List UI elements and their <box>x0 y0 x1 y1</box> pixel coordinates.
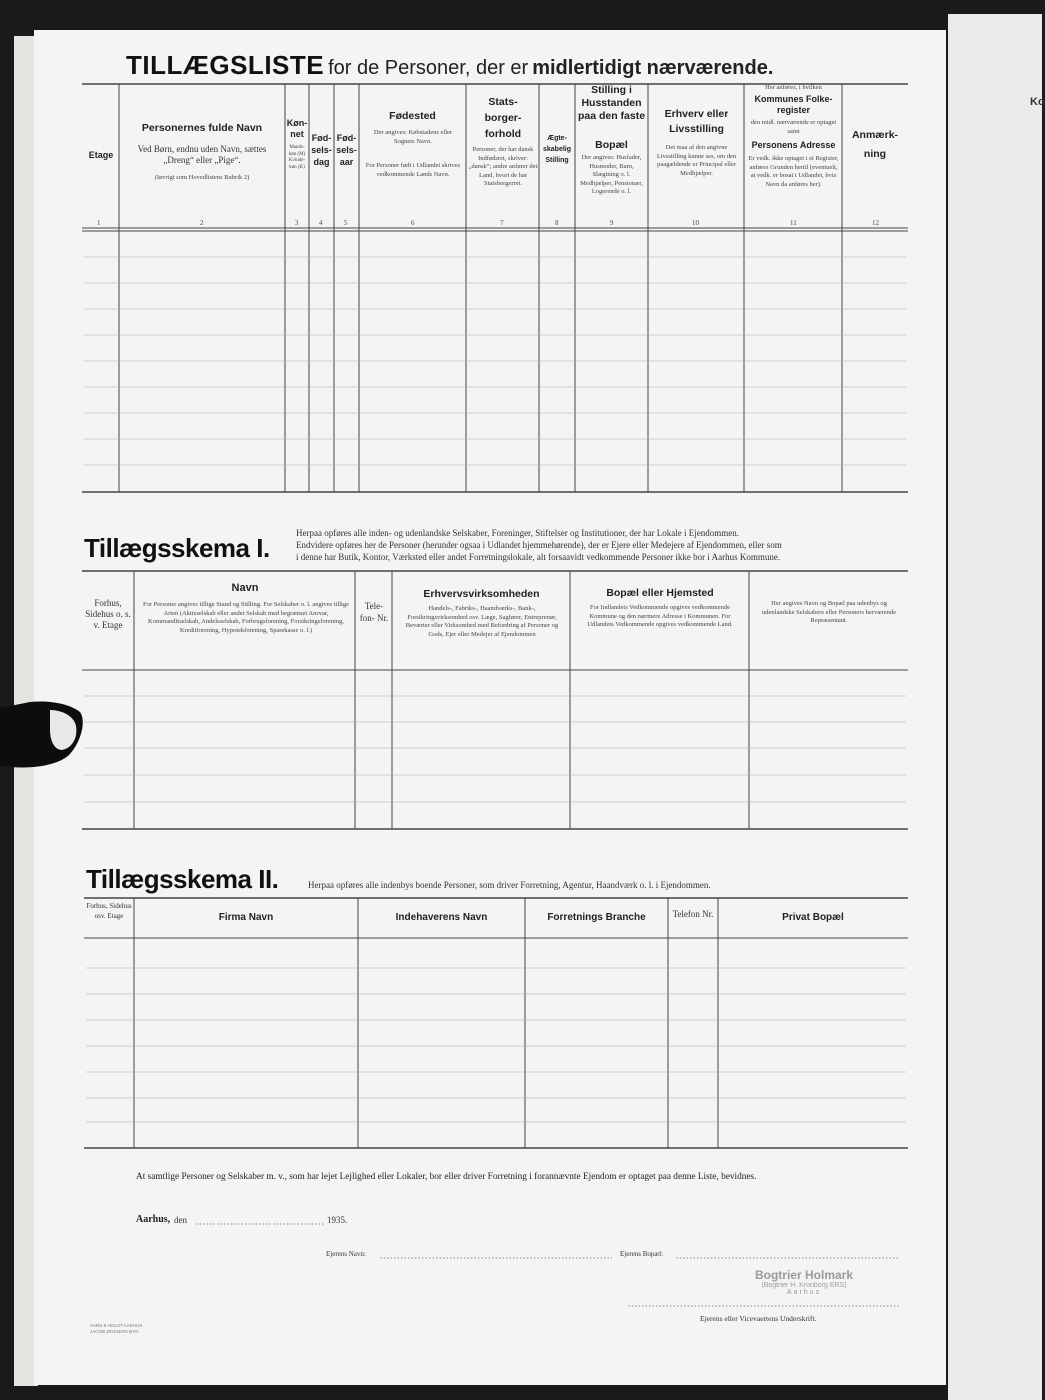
skema2-title: Tillægsskema II. <box>86 864 279 894</box>
printer-stamp <box>742 1268 866 1306</box>
col-register-address: Personens Adresse <box>751 140 836 150</box>
signature-label: Ejerens eller Vicevaertens Underskrift. <box>700 1314 817 1323</box>
col-number: 7 <box>500 219 504 227</box>
col-birthplace-note2: For Personer født i Udlandet skrives vedkommende Lands Navn. <box>365 162 461 178</box>
s2-col-firm: Firma Navn <box>218 912 274 923</box>
list-title-rest: for de Personer, der er <box>328 57 529 79</box>
col-marital: Ægte- skabelig Stilling <box>542 135 571 164</box>
col-occupation-note: Det maa af den angivne Livsstilling kunne ses, om den paagældende er Principal eller Medhjælper. <box>656 144 737 177</box>
col-number: 11 <box>790 219 797 227</box>
date-label: den <box>174 1215 187 1225</box>
year-label: 1935. <box>327 1215 348 1225</box>
s2-col-phone: Telefon Nr. <box>672 909 714 919</box>
s1-col-etage: Forhus, Sidehus o. s. v. Etage <box>85 598 131 630</box>
col-birthyear: Fød- sels- aar <box>336 133 357 167</box>
skema1-note-2: Endvidere opføres her de Personer (herunder ogsaa i Udlandet hjemmehørende), der er Ejere eller Medejere af Ejendommen, eller som <box>296 540 782 550</box>
s1-col-business: Erhvervsvirksomheden <box>423 588 540 600</box>
col-household-note: Der angives: Husfader, Husmoder, Barn, Slægtning o. l. Medhjælper, Pensionær, Logerende o. l. <box>580 154 643 195</box>
city-label: Aarhus, <box>136 1214 171 1225</box>
stamp-line-1: Bogtrier Holmark <box>754 1268 854 1282</box>
adjacent-page-text: Ko <box>1030 96 1045 108</box>
col-number: 3 <box>295 219 299 227</box>
col-koen: Køn- net <box>286 118 308 139</box>
s1-col-name: Navn <box>231 582 259 594</box>
col-number: 6 <box>411 219 415 227</box>
thumb-artifact <box>0 700 84 770</box>
col-etage: Etage <box>88 150 114 160</box>
stamp-line-2: (Bogtrier H. Kronborg ERS) <box>761 1282 847 1289</box>
col-number: 4 <box>319 219 323 227</box>
s1-col-business-note: Handels-, Fabriks-, Haandværks-, Bank-, Forsikringsvirksomhed osv. Læge, Sagfører, Entreprenør, Beværter eller Virksomhed med Befordring af Personer og Gods, Ejer eller Medejer af Ejendommen <box>405 605 559 638</box>
col-register-note: den midl. nærværende er optaget samt <box>750 119 837 135</box>
s1-col-phone: Tele- fon- Nr. <box>359 601 389 623</box>
printer-imprint: AARS & HOLST AARHUS · JACOB ZEUNERS BYG. <box>90 1323 146 1334</box>
stamp-line-3: Aarhus <box>786 1289 822 1296</box>
list-title <box>126 50 773 81</box>
col-citizenship: Stats- borger- forhold <box>484 96 522 140</box>
col-birthday: Fød- sels- dag <box>311 133 332 167</box>
col-name-note2: (Iøvrigt som Hovedlistens Rubrik 2) <box>154 174 250 181</box>
list-title-bold: TILLÆGSLISTE <box>126 50 325 80</box>
col-name-note: Ved Børn, endnu uden Navn, sættes „Dreng“ eller „Pige“. <box>137 144 267 165</box>
col-remarks: Anmærk- ning <box>851 129 899 160</box>
col-number: 1 <box>97 219 101 227</box>
col-koen-note: Mands- køn (M) Kvinde- køn (K) <box>288 145 306 170</box>
col-household-bopael: Bopæl <box>595 139 628 151</box>
owner-name-label: Ejerens Navn: <box>326 1250 366 1258</box>
list-title-bold2: midlertidigt nærværende. <box>532 57 774 79</box>
s2-col-owner: Indehaverens Navn <box>395 912 488 923</box>
col-name: Personernes fulde Navn <box>141 122 263 134</box>
s1-col-name-note: For Personer angives tillige Stand og Stilling. For Selskaber o. l. angives tillige Arten (Aktieselskab eller andet Selskab med begrænset Ansvar, Kommanditselskab, Andelsselskab, Forbrugsforening, Forsikringsforening, Kreditforening, Hypotekforening, Sparekasse o. l.) <box>143 601 349 634</box>
col-number: 12 <box>872 219 879 227</box>
owner-address-label: Ejerens Bopæl: <box>620 1250 663 1258</box>
s2-col-etage: Forhus, Sidehus osv. Etage <box>86 902 132 920</box>
skema1-note-3: i denne har Butik, Kontor, Værksted eller andet Forretningslokale, alt forsaavidt vedkommende Personer ikke bor i Aarhus Kommune. <box>296 552 781 562</box>
col-register-note2: Er vedk. ikke optaget i et Register, anføres Grunden hertil (eventuelt, at vedk. er bosat i Udlandet, hvis Navn da anføres her). <box>748 155 839 188</box>
col-household: Stilling i Husstanden paa den faste <box>577 84 646 122</box>
col-number: 10 <box>692 219 699 227</box>
skema1-note-1: Herpaa opføres alle inden- og udenlandske Selskaber, Foreninger, Stiftelser og Institutioner, der har Lokale i Ejendommen. <box>296 528 740 538</box>
col-number: 9 <box>610 219 614 227</box>
s1-col-representative-note: Her angives Navn og Bopæl paa udenbys og udenlandske Selskabers eller Personers herværende Repræsentant. <box>762 600 896 624</box>
col-number: 5 <box>344 219 348 227</box>
s1-col-residence-note: For Indlandets Vedkommende opgives vedkommende Kommune og den nærmere Adresse i Kommunen. For Udlandets Vedkommende opgives vedkommende Land. <box>587 604 733 628</box>
col-citizenship-note: Personer, der har dansk Indfødsret, skriver: „dansk“; andre anfører det Land, hvori de har Statsborgerret. <box>468 146 538 187</box>
col-number: 2 <box>200 219 204 227</box>
certification-text: At samtlige Personer og Selskaber m. v., som har lejet Lejlighed eller Lokaler, bor eller driver Forretning i forannævnte Ejendom er optaget paa denne Liste, bevidnes. <box>136 1172 757 1182</box>
skema1-title: Tillægsskema I. <box>84 533 270 563</box>
col-register-pre: Her anføres, i hvilken <box>765 84 822 91</box>
col-occupation: Erhverv eller Livsstilling <box>664 108 729 135</box>
s1-col-residence: Bopæl eller Hjemsted <box>606 587 714 599</box>
col-register: Kommunes Folke- register <box>754 94 833 115</box>
skema2-note: Herpaa opføres alle indenbys boende Personer, som driver Forretning, Agentur, Haandværk o. l. i Ejendommen. <box>308 880 711 890</box>
col-birthplace-note: Der angives: Købstadens eller Sognets Navn. <box>373 129 453 145</box>
s2-col-private: Privat Bopæl <box>782 912 844 923</box>
col-number: 8 <box>555 219 559 227</box>
col-birthplace: Fødested <box>389 110 436 122</box>
s2-col-branch: Forretnings Branche <box>547 912 646 923</box>
